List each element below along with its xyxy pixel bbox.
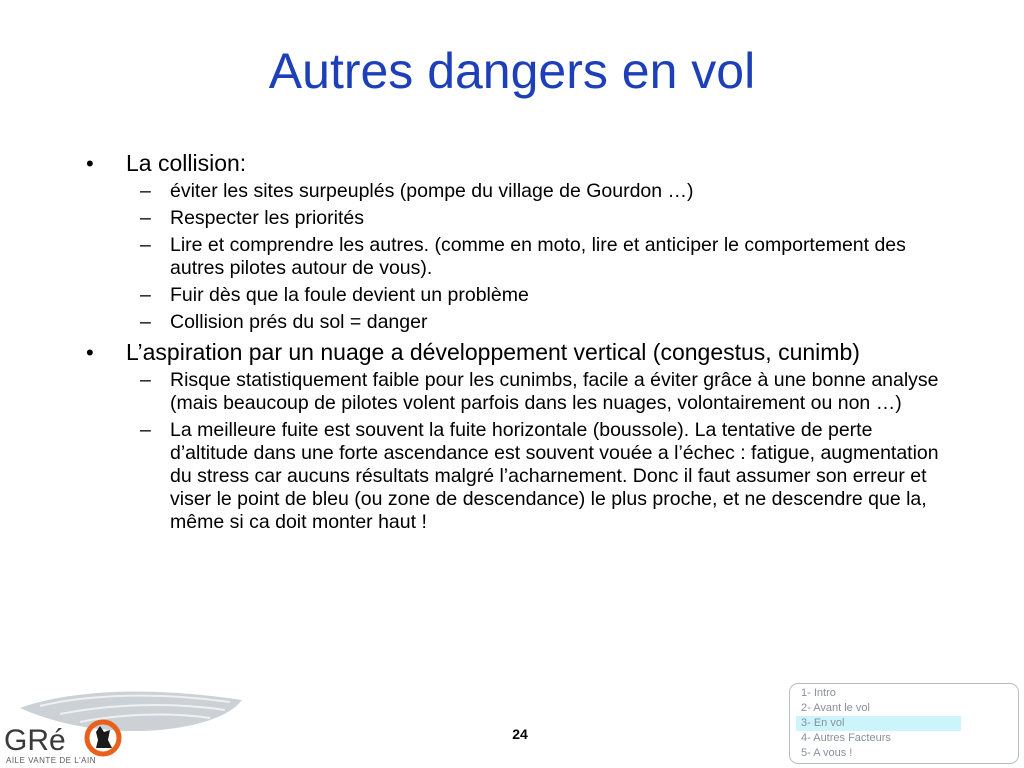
bullet-collision [86, 151, 946, 176]
nav-item-a-vous[interactable]: 5- A vous ! [801, 747, 853, 759]
logo-subtext: AILE VANTE DE L'AIN [6, 756, 97, 765]
sub-item-text: Respecter les priorités [170, 207, 364, 229]
sub-item [86, 369, 946, 415]
gre-logo [0, 686, 250, 768]
section-nav [789, 683, 1019, 764]
dash-glyph: – [140, 207, 151, 229]
sublist-collision [86, 180, 946, 334]
nav-item-autres-facteurs[interactable]: 4- Autres Facteurs [801, 732, 891, 744]
sub-item [86, 207, 946, 230]
nav-item-avant-le-vol[interactable]: 2- Avant le vol [801, 702, 870, 714]
sub-item-text: Collision prés du sol = danger [170, 311, 428, 333]
nav-item-en-vol[interactable]: 3- En vol [796, 716, 961, 731]
bullet-aspiration [86, 340, 946, 365]
bullet-text: La collision: [126, 150, 247, 176]
bullet-text: L’aspiration par un nuage a développement vertical (congestus, cunimb) [126, 339, 860, 365]
sub-item [86, 311, 946, 334]
dash-glyph: – [140, 180, 151, 202]
dash-glyph: – [140, 419, 151, 441]
dash-glyph: – [140, 284, 151, 306]
sub-item-text: Fuir dès que la foule devient un problème [170, 284, 529, 306]
dash-glyph: – [140, 234, 151, 256]
logo-text: GRé [4, 724, 66, 757]
dash-glyph: – [140, 311, 151, 333]
sub-item-text: Lire et comprendre les autres. (comme en moto, lire et anticiper le comportement des autres pilotes autour de vous). [170, 234, 906, 279]
sub-item-text: Risque statistiquement faible pour les cunimbs, facile a éviter grâce à une bonne analyse (mais beaucoup de pilotes volent parfois dans les nuages, volontairement ou non …) [170, 369, 939, 414]
bullet-glyph: • [86, 340, 94, 365]
sublist-aspiration [86, 369, 946, 534]
slide-title: Autres dangers en vol [268, 43, 756, 99]
sub-item [86, 284, 946, 307]
sub-item-text: éviter les sites surpeuplés (pompe du village de Gourdon …) [170, 180, 694, 202]
nav-item-intro[interactable]: 1- Intro [801, 687, 836, 699]
sub-item [86, 180, 946, 203]
page-number: 24 [512, 726, 528, 742]
sub-item-text: La meilleure fuite est souvent la fuite horizontale (boussole). La tentative de perte d’altitude dans une forte ascendance est souvent vouée a l’échec : fatigue, augmentation du stress car aucuns résultats malgré l’acharnement. Donc il faut assumer son erreur et viser le point de bleu (ou zone de descendance) le plus proche, et ne descendre que la, même si ca doit monter haut ! [170, 419, 939, 533]
sub-item [86, 234, 946, 280]
dash-glyph: – [140, 369, 151, 391]
bullet-glyph: • [86, 151, 94, 176]
slide-body [86, 145, 946, 536]
sub-item [86, 419, 946, 534]
